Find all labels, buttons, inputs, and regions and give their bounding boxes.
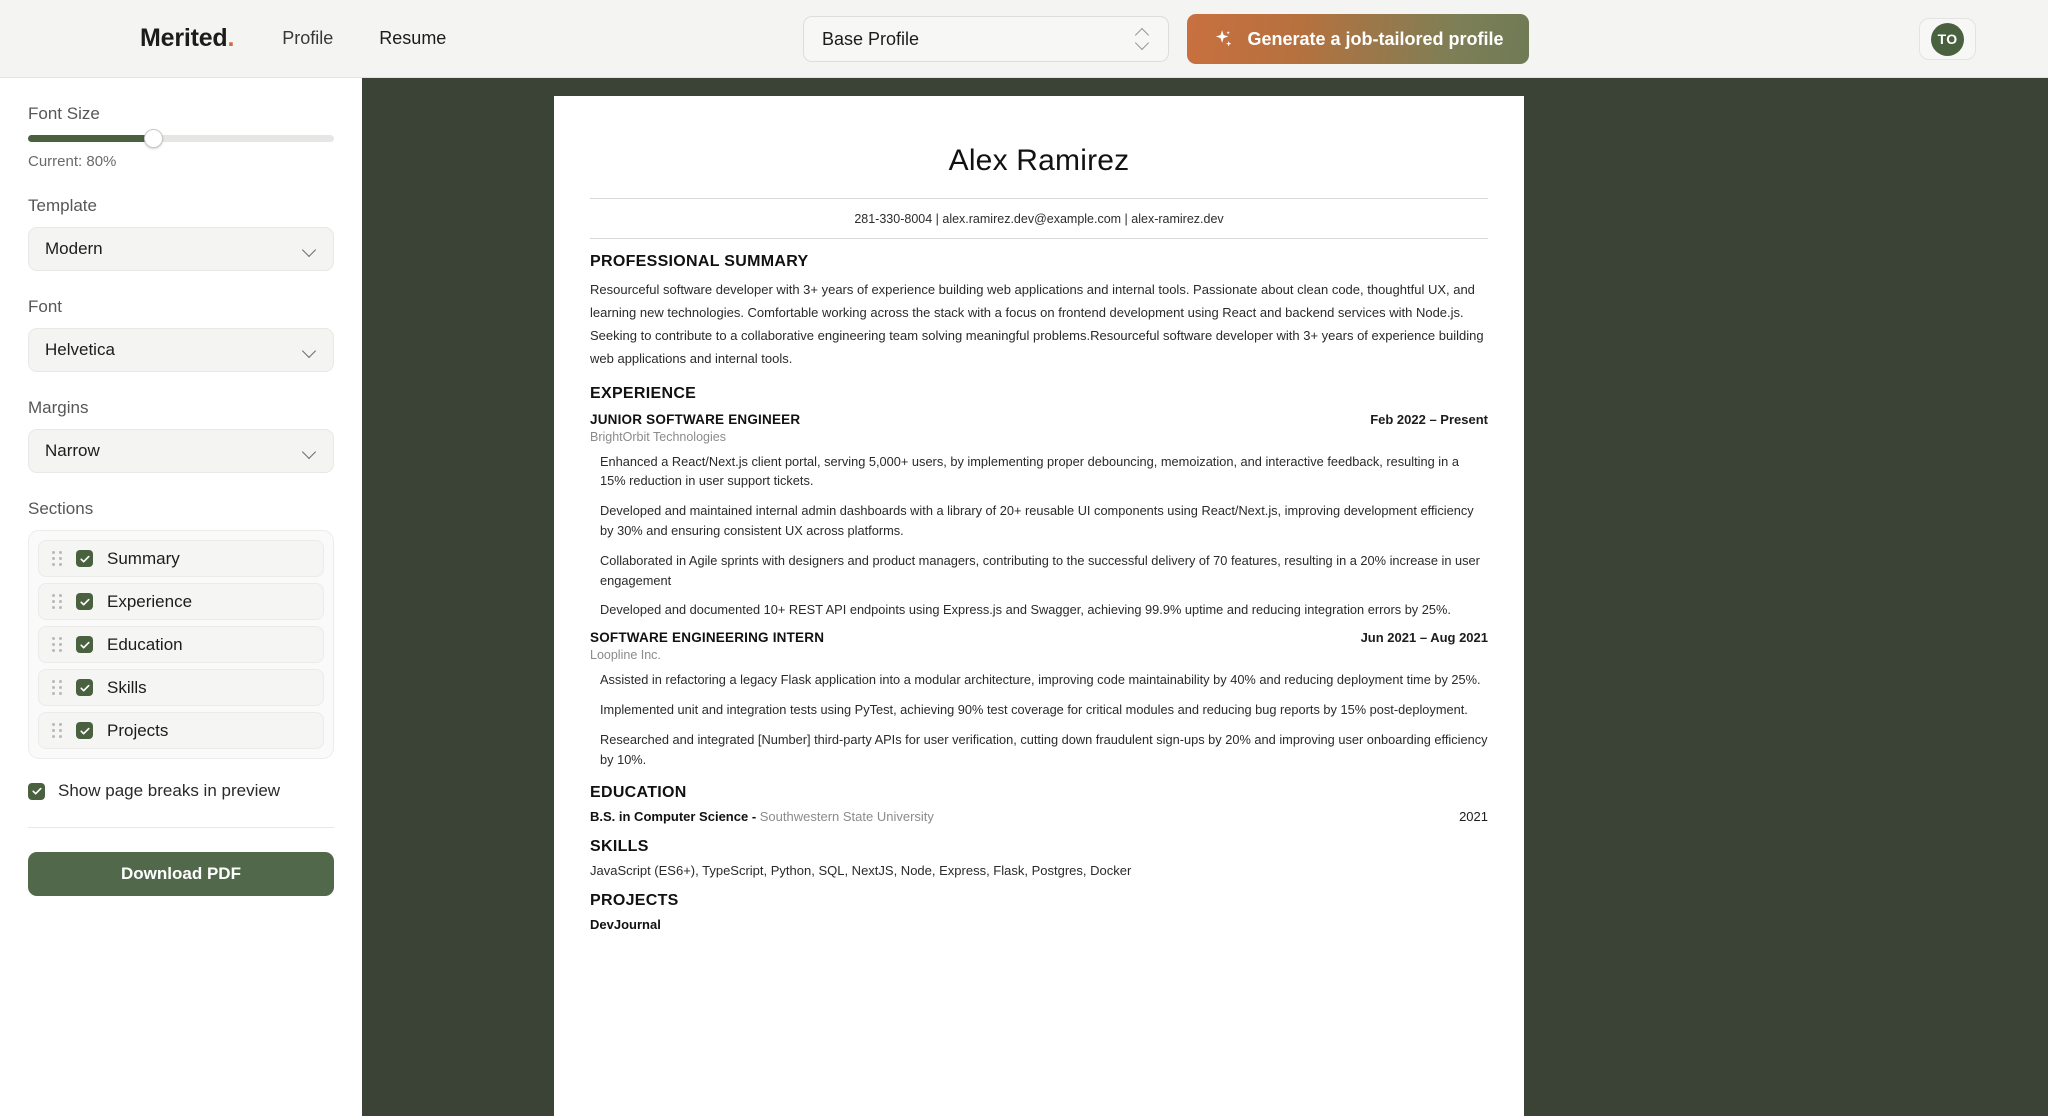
section-checkbox[interactable] — [76, 550, 93, 567]
font-group — [28, 297, 334, 372]
section-item-projects[interactable] — [38, 712, 324, 749]
up-down-chevron-icon — [1136, 28, 1150, 50]
check-icon — [79, 725, 91, 737]
job-bullet: Researched and integrated [Number] third-party APIs for user verification, cutting down fraudulent sign-ups by 20% and improving user onboarding efficiency by 10%. — [600, 731, 1488, 767]
job-bullet: Enhanced a React/Next.js client portal, serving 5,000+ users, by implementing proper debouncing, memoization, and interactive feedback, resulting in a 15% reduction in user support tickets. — [600, 453, 1459, 489]
job-bullet: Developed and maintained internal admin dashboards with a library of 20+ reusable UI components using React/Next.js, improving development efficiency by 30% and ensuring consistent UX across platforms. — [600, 503, 1474, 538]
font-size-current-value: Current: 80% — [28, 153, 117, 170]
section-label: Education — [107, 634, 183, 654]
check-icon — [79, 682, 91, 694]
page-breaks-label: Show page breaks in preview — [58, 781, 281, 800]
job-bullets — [590, 670, 1488, 769]
section-item-experience[interactable] — [38, 583, 324, 620]
check-icon — [79, 639, 91, 651]
job-title: SOFTWARE ENGINEERING INTERN — [590, 630, 825, 646]
section-checkbox[interactable] — [76, 636, 93, 653]
account-menu-button[interactable] — [1919, 18, 1976, 60]
generate-tailored-profile-button[interactable] — [1187, 14, 1529, 64]
nav-item-profile[interactable]: Profile — [282, 28, 334, 48]
skills-text: JavaScript (ES6+), TypeScript, Python, SQL, NextJS, Node, Express, Flask, Postgres, Docker — [590, 862, 1132, 878]
drag-handle-icon[interactable] — [52, 680, 62, 695]
resume-contact-line: 281-330-8004 | alex.ramirez.dev@example.com | alex-ramirez.dev — [854, 212, 1224, 226]
resume-name: Alex Ramirez — [948, 144, 1130, 177]
sections-label: Sections — [28, 499, 94, 518]
font-select-value: Helvetica — [45, 340, 115, 359]
job-bullet: Collaborated in Agile sprints with designers and product managers, contributing to the successful delivery of 70 features, resulting in a 20% increase in user engagement — [600, 552, 1480, 588]
chevron-down-icon — [303, 245, 317, 253]
job-bullet: Implemented unit and integration tests using PyTest, achieving 90% test coverage for critical modules and reducing bug reports by 15% post-deployment. — [600, 702, 1468, 718]
chevron-down-icon — [303, 346, 317, 354]
job-header — [590, 630, 1488, 645]
section-heading-summary: PROFESSIONAL SUMMARY — [590, 253, 809, 270]
font-size-slider-thumb[interactable] — [144, 129, 163, 148]
drag-handle-icon[interactable] — [52, 551, 62, 566]
avatar-initials: TO — [1937, 31, 1958, 47]
sparkle-icon — [1212, 28, 1234, 50]
margins-label: Margins — [28, 398, 89, 417]
font-size-group — [28, 104, 334, 170]
check-icon — [79, 553, 91, 565]
nav-item-resume[interactable]: Resume — [379, 28, 447, 48]
experience-entry — [590, 412, 1488, 621]
settings-sidebar — [0, 78, 362, 1116]
resume-preview-canvas[interactable] — [362, 78, 2048, 1116]
chevron-down-icon — [303, 447, 317, 455]
resume-page — [554, 96, 1524, 1116]
template-select[interactable] — [28, 227, 334, 271]
education-school: Southwestern State University — [759, 808, 934, 824]
font-size-label: Font Size — [28, 104, 100, 123]
margins-group — [28, 398, 334, 473]
section-heading-projects: PROJECTS — [590, 891, 679, 909]
show-page-breaks-toggle[interactable] — [28, 781, 334, 801]
section-checkbox[interactable] — [76, 679, 93, 696]
app-logo[interactable] — [140, 24, 234, 53]
download-pdf-button[interactable]: Download PDF — [28, 852, 334, 896]
section-item-education[interactable] — [38, 626, 324, 663]
font-size-slider[interactable] — [28, 135, 334, 142]
profile-select[interactable] — [803, 16, 1169, 62]
section-label: Experience — [107, 591, 193, 611]
section-item-summary[interactable] — [38, 540, 324, 577]
sidebar-divider — [28, 827, 334, 828]
section-heading-experience: EXPERIENCE — [590, 384, 697, 402]
section-checkbox[interactable] — [76, 593, 93, 610]
section-label: Summary — [107, 548, 180, 568]
drag-handle-icon[interactable] — [52, 723, 62, 738]
education-year: 2021 — [1459, 808, 1488, 824]
app-header — [0, 0, 2048, 78]
logo-dot: . — [227, 24, 235, 52]
avatar — [1931, 23, 1964, 56]
sections-list — [28, 530, 334, 759]
job-company: Loopline Inc. — [590, 648, 661, 663]
font-size-slider-fill — [28, 135, 153, 142]
section-label: Projects — [107, 720, 169, 740]
job-date: Feb 2022 – Present — [1370, 411, 1488, 427]
job-bullets — [590, 452, 1488, 621]
section-label: Skills — [107, 677, 147, 697]
job-date: Jun 2021 – Aug 2021 — [1360, 630, 1488, 646]
logo-text: Merited — [140, 24, 228, 52]
job-title: JUNIOR SOFTWARE ENGINEER — [590, 411, 801, 427]
education-degree — [590, 809, 934, 824]
check-icon — [79, 596, 91, 608]
template-group — [28, 196, 334, 271]
drag-handle-icon[interactable] — [52, 594, 62, 609]
margins-select[interactable] — [28, 429, 334, 473]
page-breaks-checkbox[interactable] — [28, 783, 45, 800]
job-company: BrightOrbit Technologies — [590, 429, 726, 444]
font-select[interactable] — [28, 328, 334, 372]
education-entry — [590, 809, 1488, 824]
check-icon — [31, 785, 43, 797]
job-bullet: Developed and documented 10+ REST API endpoints using Express.js and Swagger, achieving 99.9% uptime and reducing integration errors by 25%. — [600, 602, 1451, 618]
sections-group — [28, 499, 334, 759]
project-name: DevJournal — [590, 916, 661, 932]
job-bullet: Assisted in refactoring a legacy Flask application into a modular architecture, improving code maintainability by 40% and reducing deployment time by 25%. — [600, 672, 1481, 688]
generate-button-label: Generate a job-tailored profile — [1247, 28, 1504, 49]
education-degree-text: B.S. in Computer Science - — [590, 808, 760, 824]
section-checkbox[interactable] — [76, 722, 93, 739]
experience-entry — [590, 630, 1488, 769]
profile-select-value: Base Profile — [822, 28, 920, 49]
margins-select-value: Narrow — [45, 441, 100, 460]
section-heading-skills: SKILLS — [590, 837, 649, 855]
template-label: Template — [28, 196, 97, 215]
section-heading-education: EDUCATION — [590, 783, 687, 801]
job-header — [590, 412, 1488, 427]
header-rule-bottom — [590, 238, 1488, 239]
font-label: Font — [28, 297, 63, 316]
summary-text: Resourceful software developer with 3+ years of experience building web applications and internal tools. Passionate about clean code, thoughtful UX, and learning new technologies. Comfortable working across the stack with a focus on frontend development using React and backend services with Node.js. Seeking to contribute to a collaborative engineering team solving meaningful problems.Resourceful software developer with 3+ years of experience building web applications and internal tools. — [590, 282, 1484, 367]
drag-handle-icon[interactable] — [52, 637, 62, 652]
section-item-skills[interactable] — [38, 669, 324, 706]
main-nav — [280, 24, 448, 53]
template-select-value: Modern — [45, 239, 103, 258]
